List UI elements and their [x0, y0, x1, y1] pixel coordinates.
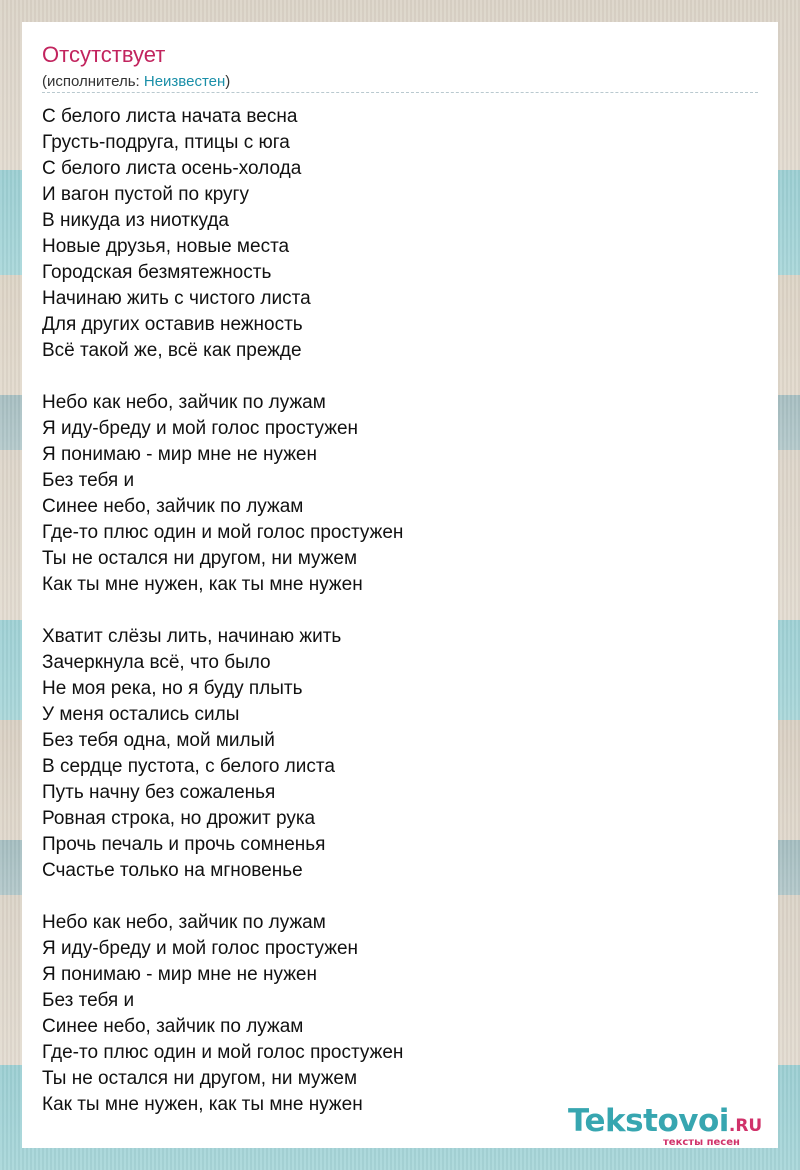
artist-suffix: )	[225, 73, 231, 90]
logo-tagline: тексты песен	[663, 1137, 740, 1148]
lyric-line: Начинаю жить с чистого листа	[42, 288, 311, 309]
lyric-line: Городская безмятежность	[42, 262, 272, 283]
lyric-line: Где-то плюс один и мой голос простужен	[42, 1042, 404, 1063]
lyrics-stanza	[42, 624, 742, 884]
lyric-line: Грусть-подруга, птицы с юга	[42, 132, 290, 153]
lyric-line: Я иду-бреду и мой голос простужен	[42, 938, 359, 959]
lyric-line: Прочь печаль и прочь сомненья	[42, 834, 326, 855]
lyric-line: Зачеркнула всё, что было	[42, 652, 271, 673]
lyrics-card	[22, 22, 778, 1148]
lyric-line: Как ты мне нужен, как ты мне нужен	[42, 574, 363, 595]
lyric-line: Путь начну без сожаленья	[42, 782, 276, 803]
lyrics-stanza	[42, 390, 742, 598]
logo-tld: .RU	[728, 1116, 763, 1136]
lyric-line: Без тебя и	[42, 990, 135, 1011]
lyric-line: Небо как небо, зайчик по лужам	[42, 392, 326, 413]
lyric-line: Небо как небо, зайчик по лужам	[42, 912, 326, 933]
lyric-line: В никуда из ниоткуда	[42, 210, 229, 231]
lyric-line: Новые друзья, новые места	[42, 236, 290, 257]
lyric-line: Ровная строка, но дрожит рука	[42, 808, 316, 829]
lyric-line: Не моя река, но я буду плыть	[42, 678, 303, 699]
lyric-line: Без тебя одна, мой милый	[42, 730, 275, 751]
lyrics-stanza	[42, 910, 742, 1118]
logo-name: Tekstovoi	[568, 1103, 729, 1139]
divider	[42, 92, 758, 93]
site-logo[interactable]	[568, 1103, 778, 1148]
lyric-line: Я понимаю - мир мне не нужен	[42, 444, 317, 465]
lyric-line: С белого листа начата весна	[42, 106, 298, 127]
lyric-line: Как ты мне нужен, как ты мне нужен	[42, 1094, 363, 1115]
lyric-line: Для других оставив нежность	[42, 314, 303, 335]
artist-line	[42, 73, 230, 90]
lyric-line: Синее небо, зайчик по лужам	[42, 496, 304, 517]
song-title: Отсутствует	[42, 42, 166, 67]
lyric-line: Ты не остался ни другом, ни мужем	[42, 1068, 358, 1089]
lyric-line: Хватит слёзы лить, начинаю жить	[42, 626, 342, 647]
artist-prefix: (исполнитель:	[42, 73, 144, 90]
lyric-line: У меня остались силы	[42, 704, 240, 725]
lyric-line: Всё такой же, всё как прежде	[42, 340, 302, 361]
lyric-line: Я понимаю - мир мне не нужен	[42, 964, 317, 985]
artist-link[interactable]: Неизвестен	[143, 73, 226, 90]
lyric-line: С белого листа осень-холода	[42, 158, 302, 179]
lyric-line: И вагон пустой по кругу	[42, 184, 249, 205]
lyric-line: Синее небо, зайчик по лужам	[42, 1016, 304, 1037]
lyrics-stanza	[42, 104, 742, 364]
lyric-line: Ты не остался ни другом, ни мужем	[42, 548, 358, 569]
lyric-line: Я иду-бреду и мой голос простужен	[42, 418, 359, 439]
lyric-line: Без тебя и	[42, 470, 135, 491]
lyric-line: Где-то плюс один и мой голос простужен	[42, 522, 404, 543]
lyrics-body	[42, 104, 742, 1118]
lyric-line: Счастье только на мгновенье	[42, 860, 303, 881]
lyric-line: В сердце пустота, с белого листа	[42, 756, 335, 777]
